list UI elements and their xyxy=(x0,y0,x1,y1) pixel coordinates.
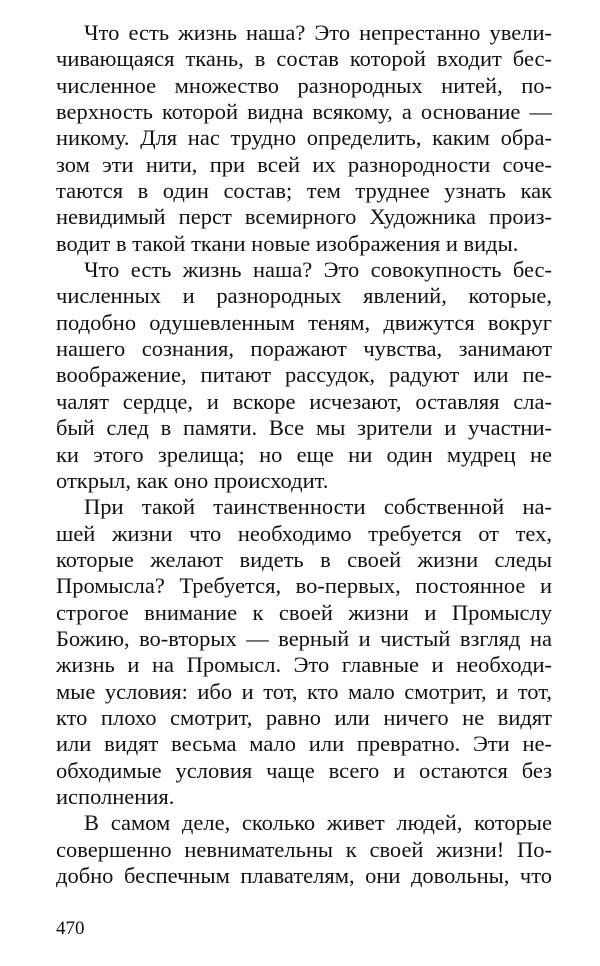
text-line: подобно одушевленным теням, движутся вокруг xyxy=(56,309,552,335)
text-line: исполнения. xyxy=(56,783,175,809)
text-line: открыл, как оно происходит. xyxy=(56,467,329,493)
paragraph xyxy=(56,494,552,810)
text-line: чалят сердце, и вскоре исчезают, оставляя сла- xyxy=(56,388,552,414)
text-line: Промысла? Требуется, во-первых, постоянное и xyxy=(56,573,552,599)
text-line: бый след в памяти. Все мы зрители и участни- xyxy=(56,415,552,441)
text-line: таются в один состав; тем труднее узнать как xyxy=(56,178,552,204)
text-line: Что есть жизнь наша? Это непрестанно увели- xyxy=(84,20,552,45)
text-line: чивающаяся ткань, в состав которой входит бес- xyxy=(56,46,552,72)
text-line: численных и разнородных явлений, которые, xyxy=(56,283,552,309)
text-line: зом эти нити, при всей их разнородности соче- xyxy=(56,151,552,177)
paragraph xyxy=(56,20,552,257)
page-number: 470 xyxy=(56,918,85,939)
text-line: При такой таинственности собственной на- xyxy=(84,494,552,520)
text-line: которые желают видеть в своей жизни следы xyxy=(56,546,552,572)
text-line: совершенно невнимательны к своей жизни! По- xyxy=(56,836,552,862)
text-line: воображение, питают рассудок, радуют или пе- xyxy=(56,362,552,388)
text-line: Что есть жизнь наша? Это совокупность бес- xyxy=(84,257,552,283)
text-line: невидимый перст всемирного Художника произ- xyxy=(56,204,552,230)
text-line: или видят весьма мало или превратно. Эти не- xyxy=(56,731,552,757)
text-line: водит в такой ткани новые изображения и виды. xyxy=(56,230,519,256)
text-line: добно беспечным плавателям, они довольны, что xyxy=(56,863,552,888)
text-line: строгое внимание к своей жизни и Промыслу xyxy=(56,599,552,625)
text-line: никому. Для нас трудно определить, каким обра- xyxy=(56,125,552,151)
text-line: мые условия: ибо и тот, кто мало смотрит, и тот, xyxy=(56,678,552,704)
text-line: В самом деле, сколько живет людей, которые xyxy=(84,810,552,836)
page-body xyxy=(56,20,552,889)
text-line: верхность которой видна всякому, а основание — xyxy=(56,99,552,125)
text-line: жизнь и на Промысл. Это главные и необходи- xyxy=(56,652,552,678)
text-line: Божию, во-вторых — верный и чистый взгляд на xyxy=(56,625,552,651)
paragraph xyxy=(56,810,552,889)
text-line: численное множество разнородных нитей, по- xyxy=(56,72,552,98)
text-line: шей жизни что необходимо требуется от тех, xyxy=(56,520,552,546)
paragraph xyxy=(56,257,552,494)
text-line: обходимые условия чаще всего и остаются без xyxy=(56,757,552,783)
text-line: кто плохо смотрит, равно или ничего не видят xyxy=(56,704,552,730)
text-line: ки этого зрелища; но еще ни один мудрец не xyxy=(56,441,552,467)
text-line: нашего сознания, поражают чувства, занимают xyxy=(56,336,552,362)
